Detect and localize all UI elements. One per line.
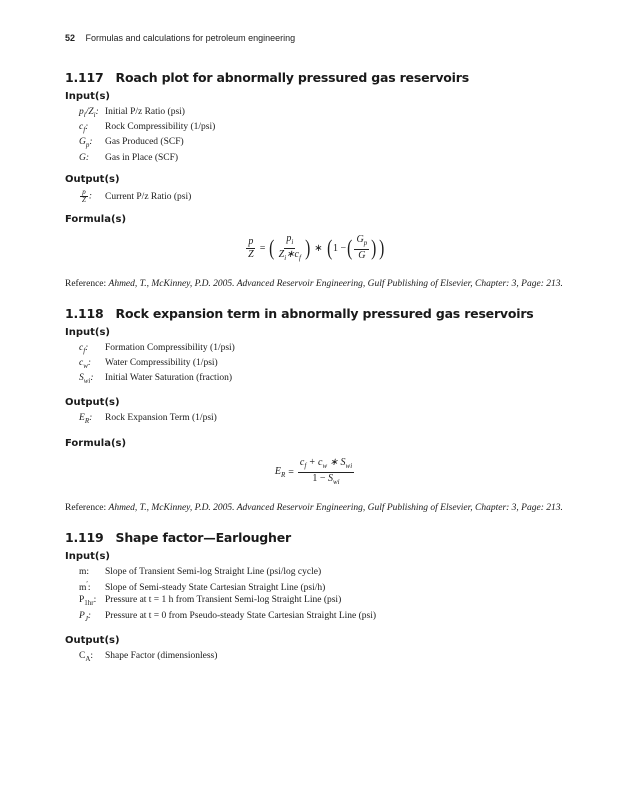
section-1-119 — [65, 530, 565, 665]
section-number: 1.118 — [65, 305, 104, 321]
variable-symbol: $p_i/Z_i$: — [79, 107, 99, 119]
running-title: Formulas and calculations for petroleum engineering — [85, 33, 296, 43]
list-item — [79, 610, 565, 625]
list-item — [79, 106, 565, 121]
page-body — [65, 70, 565, 675]
outputs-heading: Output(s) — [65, 173, 120, 185]
reference — [65, 502, 565, 514]
section-number: 1.117 — [65, 70, 104, 85]
list-item — [79, 342, 565, 357]
outputs-heading: Output(s) — [65, 397, 120, 409]
section-title — [65, 530, 565, 545]
variable-description: Current P/z Ratio (psi) — [105, 191, 192, 202]
variable-description: Water Compressibility (1/psi) — [105, 358, 218, 369]
list-item — [79, 189, 565, 204]
variable-description: Slope of Semi-steady State Cartesian Straight Line (psi/h) — [105, 583, 326, 594]
outputs-list — [79, 189, 565, 204]
list-item — [79, 372, 565, 387]
variable-symbol: $P_{1hr}$: — [79, 595, 97, 608]
list-item — [79, 357, 565, 372]
reference-text: Ahmed, T., McKinney, P.D. 2005. Advanced Reservoir Engineering, Gulf Publishing of Elsevier, Chapter: 3, Page: 213. — [108, 502, 563, 513]
list-item — [79, 594, 565, 609]
variable-description: Rock Compressibility (1/psi) — [105, 122, 216, 133]
list-item — [79, 152, 565, 164]
list-item — [79, 412, 565, 427]
inputs-heading: Input(s) — [65, 91, 110, 102]
variable-symbol: m′: — [79, 579, 91, 594]
variable-symbol: $S_{wi}$: — [79, 373, 94, 386]
variable-symbol: $C_A$: — [79, 650, 94, 663]
variable-symbol: $c_f$: — [79, 122, 89, 135]
page-number: 52 — [65, 33, 76, 43]
reference-label: Reference: — [65, 278, 107, 289]
list-item — [79, 650, 565, 665]
variable-symbol: $G_p$: — [79, 137, 93, 150]
variable-symbol: $c_w$: — [79, 358, 92, 370]
variable-description: Rock Expansion Term (1/psi) — [105, 413, 217, 424]
formula-heading: Formula(s) — [65, 213, 127, 225]
section-1-117 — [65, 70, 565, 290]
section-title-text: Roach plot for abnormally pressured gas reservoirs — [115, 70, 469, 85]
outputs-list — [79, 650, 565, 665]
inputs-heading: Input(s) — [65, 326, 110, 338]
formula-roach: $\frac{p}{Z}$ = ( $\frac{p_i}{Z_i∗c_f}$ ) ∗ ( 1 − ( $\frac{G_p}{G}$ ) ) — [248, 232, 384, 262]
section-number: 1.119 — [65, 529, 104, 545]
list-item — [79, 121, 565, 136]
running-header — [65, 33, 295, 43]
section-title — [65, 306, 565, 321]
list-item — [79, 578, 565, 594]
variable-symbol: m: — [79, 566, 90, 577]
inputs-heading: Input(s) — [65, 550, 110, 562]
formula-rock-expansion: $E_R$ = $\frac{c_f + c_w ∗ S_{wi}}{1 - S_{wi}}$ — [274, 456, 353, 486]
variable-description: Gas Produced (SCF) — [105, 137, 184, 148]
inputs-list — [79, 342, 565, 388]
list-item — [79, 136, 565, 151]
variable-symbol: G: — [79, 152, 90, 163]
reference-text: Ahmed, T., McKinney, P.D. 2005. Advanced Reservoir Engineering, Gulf Publishing of Elsevier, Chapter: 3, Page: 213. — [108, 278, 563, 289]
variable-description: Pressure at t = 0 from Pseudo-steady State Cartesian Straight Line (psi) — [105, 610, 377, 621]
inputs-list — [79, 566, 565, 625]
section-1-118 — [65, 306, 565, 514]
variable-description: Initial P/z Ratio (psi) — [105, 107, 185, 117]
section-title — [65, 70, 565, 85]
section-title-text: Shape factor—Earlougher — [115, 529, 291, 545]
variable-description: Gas in Place (SCF) — [105, 152, 179, 163]
variable-description: Slope of Transient Semi-log Straight Line (psi/log cycle) — [105, 566, 322, 577]
variable-description: Pressure at t = 1 h from Transient Semi-log Straight Line (psi) — [105, 595, 342, 606]
inputs-list — [79, 106, 565, 164]
reference-label: Reference: — [65, 502, 107, 513]
variable-symbol: $E_R$: — [79, 413, 93, 426]
list-item — [79, 566, 565, 578]
variable-description: Formation Compressibility (1/psi) — [105, 342, 235, 353]
outputs-list — [79, 412, 565, 427]
variable-description: Initial Water Saturation (fraction) — [105, 373, 232, 384]
variable-symbol: $\frac{p}{Z}$ : — [82, 187, 93, 204]
variable-description: Shape Factor (dimensionless) — [105, 650, 218, 661]
reference — [65, 278, 565, 290]
outputs-heading: Output(s) — [65, 634, 120, 646]
variable-symbol: $c_f$: — [79, 342, 89, 355]
section-title-text: Rock expansion term in abnormally pressured gas reservoirs — [115, 305, 534, 321]
formula-heading: Formula(s) — [65, 437, 127, 449]
variable-symbol: $P_J$: — [79, 610, 92, 623]
